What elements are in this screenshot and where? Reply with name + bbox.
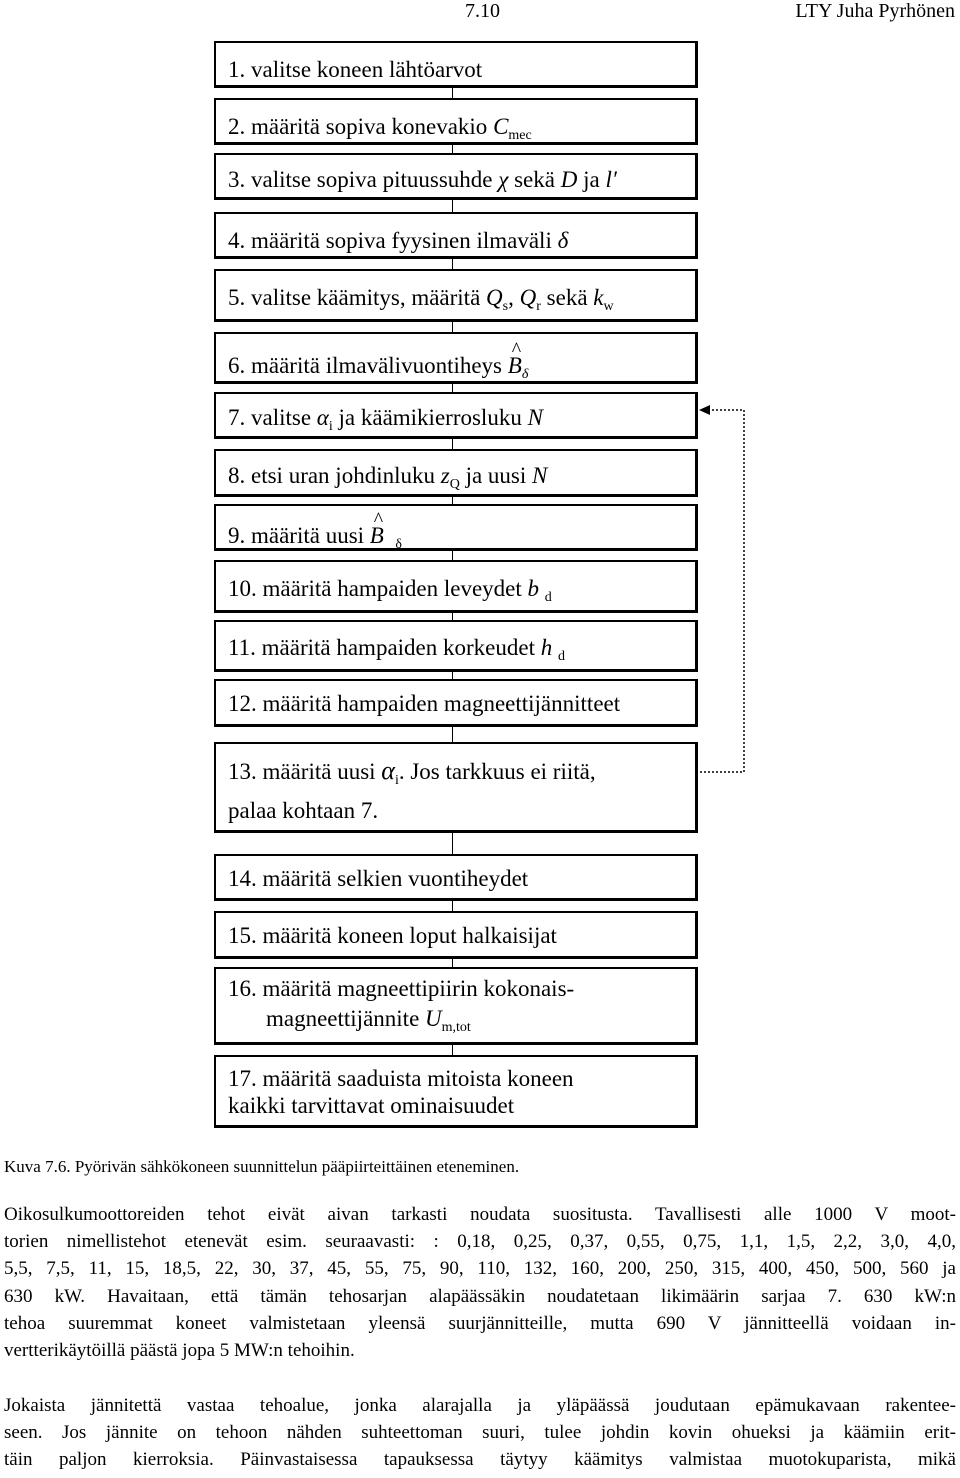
flow-connector [452, 384, 453, 392]
flow-step-13: 13. määritä uusi $\alpha_i$. Jos tarkkuus ei riitä, palaa kohtaan 7. [214, 742, 698, 833]
flow-step-12: 12. määritä hampaiden magneettijännitteet [214, 679, 698, 727]
page-number: 7.10 [465, 0, 500, 22]
flow-connector [452, 613, 453, 620]
flow-step-15: 15. määritä koneen loput halkaisijat [214, 911, 698, 959]
flow-connector [452, 1045, 453, 1055]
flow-step-14: 14. määritä selkien vuontiheydet [214, 854, 698, 901]
flow-step-3: 3. valitse sopiva pituussuhde χ sekä D ja l′ [214, 153, 698, 200]
flow-step-5: 5. valitse käämitys, määritä $Q_s$, $Q_r$ sekä $k_w$ [214, 269, 698, 322]
flow-connector [452, 727, 453, 742]
flow-connector [452, 88, 453, 98]
header-author: LTY Juha Pyrhönen [795, 0, 955, 22]
flow-step-2: 2. määritä sopiva konevakio $C_{mec}$ [214, 98, 698, 145]
feedback-loop-arrow [696, 405, 756, 785]
flow-step-4: 4. määritä sopiva fyysinen ilmaväli δ [214, 212, 698, 259]
body-paragraph-2: Jokaista jännitettä vastaa tehoalue, jonka alarajalla ja yläpäässä joudutaan epämukavaan rakentee- seen. Jos jännite on tehoon nähden suhteettoman suuri, tulee johdin kovin ohueksi ja käämiin erit- täin paljon kierroksia. Päinvastaisessa tapauksessa täytyy käämitys valmistaa muotokuparista, mikä [4, 1395, 956, 1471]
figure-caption: Kuva 7.6. Pyörivän sähkökoneen suunnittelun pääpiirteittäinen eteneminen. [4, 1157, 520, 1176]
flow-step-16: 16. määritä magneettipiirin kokonais- magneettijännite $U_{m,tot}$ [214, 967, 698, 1045]
flow-step-8: 8. etsi uran johdinluku $z_Q$ ja uusi N [214, 449, 698, 497]
flow-connector [452, 439, 453, 449]
flow-connector [452, 833, 453, 854]
flow-step-17: 17. määritä saaduista mitoista koneen kaikki tarvittavat ominaisuudet [214, 1055, 698, 1128]
flow-connector [452, 145, 453, 153]
flow-step-1: 1. valitse koneen lähtöarvot [214, 41, 698, 88]
flow-step-10: 10. määritä hampaiden leveydet b $_d$ [214, 560, 698, 613]
flow-connector [452, 497, 453, 504]
flow-connector [452, 200, 453, 212]
flow-connector [452, 322, 453, 332]
flow-step-7: 7. valitse $\alpha_i$ ja käämikierrosluku N [214, 392, 698, 439]
flow-connector [452, 672, 453, 679]
body-paragraph-1: Oikosulkumoottoreiden tehot eivät aivan tarkasti noudata suositusta. Tavallisesti alle 1000 V moot- torien nimellistehot etenevät esim. seuraavasti: : 0,18, 0,25, 0,37, 0,55, 0,75, 1,1, 1,5, 2,2, 3,0, 4,0, 5,5, 7,5, 11, 15, 18,5, 22, 30, 37, 45, 55, 75, 90, 110, 132, 160, 200, 250, 315, 400, 450, 500, 560 ja 630 kW. Havaitaan, että tämän tehosarjan alapäässäkin noudatetaan likimäärin sarjaa 7. 630 kW:n tehoa suuremmat koneet valmistetaan yleensä suurjännitteille, mutta 690 V jännitteellä voidaan in- vertterikäytöillä päästä jopa 5 MW:n tehoihin. [4, 1204, 956, 1362]
flow-connector [452, 959, 453, 967]
flow-connector [452, 551, 453, 560]
flow-step-9: 9. määritä uusi ^ B $_\delta$ [214, 504, 698, 551]
flow-connector [452, 901, 453, 911]
flow-step-6: 6. määritä ilmavälivuontiheys ^ $B_\delta$ [214, 332, 698, 384]
flow-connector [452, 259, 453, 269]
flow-step-11: 11. määritä hampaiden korkeudet h $_d$ [214, 620, 698, 672]
